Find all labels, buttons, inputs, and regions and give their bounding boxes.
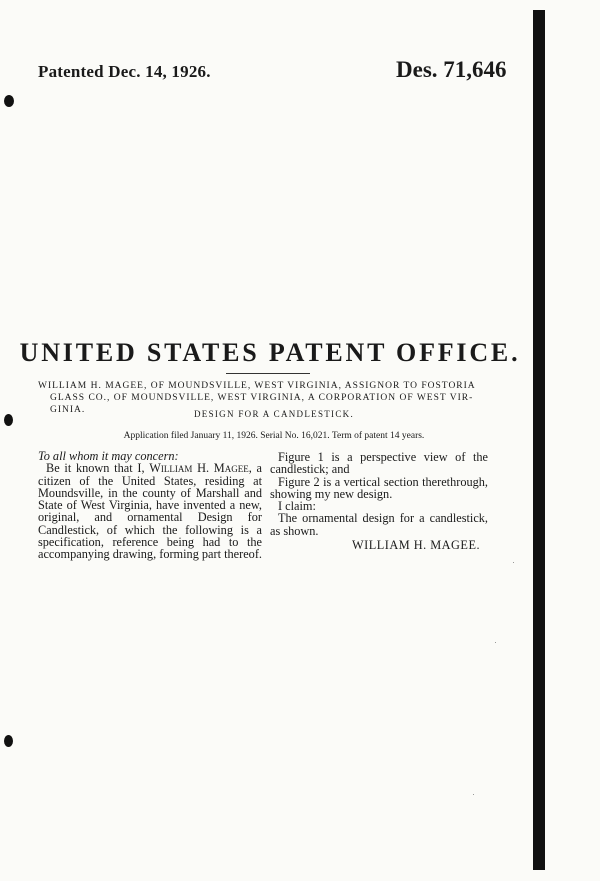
design-number: Des. 71,646 [396,57,507,82]
intro-after-name: , a citizen of the United States, residing at Moundsville, in the county of Marshall and State of West Virginia, have invented a new, original, and ornamental Design for Candlestick, of which the following is a specification, reference being had to the accompanying drawing, forming part thereof. [38,461,262,562]
figure-1-description: Figure 1 is a perspective view of the candlestick; and [270,450,488,477]
intro-paragraph [38,462,262,560]
inventor-name: William H. Magee [149,461,249,476]
body-left-column [38,450,262,561]
figure-2-description: Figure 2 is a vertical section therethrough, showing my new design. [270,474,488,501]
application-line: Application filed January 11, 1926. Serial No. 16,021. Term of patent 14 years. [123,431,425,441]
claim-text: The ornamental design for a candlestick, as shown. [270,511,488,538]
inventor-line-1: WILLIAM H. MAGEE, OF MOUNDSVILLE, WEST VIRGINIA, ASSIGNOR TO FOSTORIA [38,381,476,391]
scan-speck [495,642,496,643]
salutation: To all whom it may concern: [38,449,179,463]
design-title: DESIGN FOR A CANDLESTICK. [193,409,354,419]
scan-speck [473,794,474,795]
office-title: UNITED STATES PATENT OFFICE. [19,338,521,367]
patent-date: Patented Dec. 14, 1926. [38,62,211,81]
body-right-column [270,451,488,537]
inventor-line-3: GINIA. [50,405,86,415]
title-rule [226,373,310,374]
intro-before-name: Be it known that I, [46,461,150,476]
scan-speck [513,562,514,563]
punch-hole-top [4,95,14,107]
claim-heading: I claim: [278,499,316,514]
inventor-line-2: GLASS CO., OF MOUNDSVILLE, WEST VIRGINIA, A CORPORATION OF WEST VIR- [50,393,474,403]
punch-hole-bottom [4,735,13,747]
signature: WILLIAM H. MAGEE. [352,538,481,552]
